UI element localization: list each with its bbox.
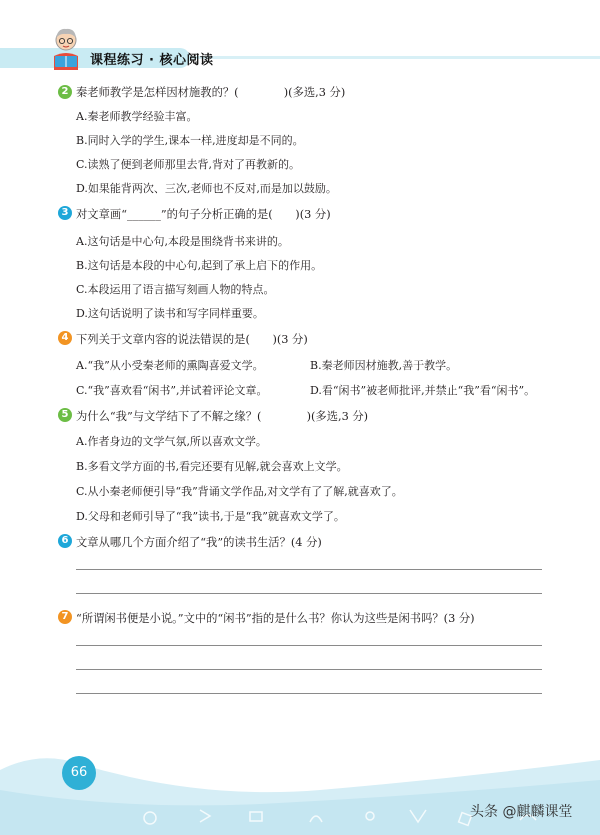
question-stem: 为什么“我”与文学结下了不解之缘？( )(多选,3 分) [76,410,369,423]
header-rule [190,56,600,59]
section-title: 课程练习 · 核心阅读 [90,53,214,68]
option-c: C.“我”喜欢看“闲书”,并试着评论文章。 [76,384,268,397]
option-a: A.这句话是中心句,本段是围绕背书来讲的。 [76,235,289,248]
question-number-badge: 5 [58,408,72,422]
option-c: C.读熟了便到老师那里去背,背对了再教新的。 [76,158,301,171]
question-number-badge: 3 [58,206,72,220]
option-a: A.秦老师教学经验丰富。 [76,110,198,123]
answer-line [76,693,542,694]
watermark-text: 头条 @麒麟课堂 [470,804,573,820]
option-d: D.看“闲书”被老师批评,并禁止“我”看“闲书”。 [310,384,536,397]
question-stem: 下列关于文章内容的说法错误的是( )(3 分) [76,333,308,346]
answer-line [76,669,542,670]
question-stem: 对文章画“______”的句子分析正确的是( )(3 分) [76,208,331,221]
reading-kid-mascot-icon [46,26,86,72]
option-b: B.这句话是本段的中心句,起到了承上启下的作用。 [76,259,323,272]
question-number-badge: 7 [58,610,72,624]
answer-line [76,645,542,646]
question-number-badge: 6 [58,534,72,548]
question-stem: 文章从哪几个方面介绍了“我”的读书生活？(4 分) [76,536,322,549]
answer-line [76,569,542,570]
option-b: B.多看文学方面的书,看完还要有见解,就会喜欢上文学。 [76,460,348,473]
page-number: 66 [62,756,96,790]
option-c: C.从小秦老师便引导“我”背诵文学作品,对文学有了了解,就喜欢了。 [76,485,403,498]
option-d: D.这句话说明了读书和写字同样重要。 [76,307,264,320]
option-c: C.本段运用了语言描写刻画人物的特点。 [76,283,275,296]
option-d: D.如果能背两次、三次,老师也不反对,而是加以鼓励。 [76,182,337,195]
option-d: D.父母和老师引导了“我”读书,于是“我”就喜欢文学了。 [76,510,345,523]
option-b: B.同时入学的学生,课本一样,进度却是不同的。 [76,134,304,147]
question-number-badge: 2 [58,85,72,99]
question-number-badge: 4 [58,331,72,345]
answer-line [76,593,542,594]
question-stem: “所谓闲书便是小说。”文中的“闲书”指的是什么书？你认为这些是闲书吗？(3 分) [76,612,475,625]
option-b: B.秦老师因材施教,善于教学。 [310,359,458,372]
option-a: A.“我”从小受秦老师的熏陶喜爱文学。 [76,359,264,372]
question-stem: 秦老师教学是怎样因材施教的？( )(多选,3 分) [76,86,346,99]
option-a: A.作者身边的文学气氛,所以喜欢文学。 [76,435,267,448]
